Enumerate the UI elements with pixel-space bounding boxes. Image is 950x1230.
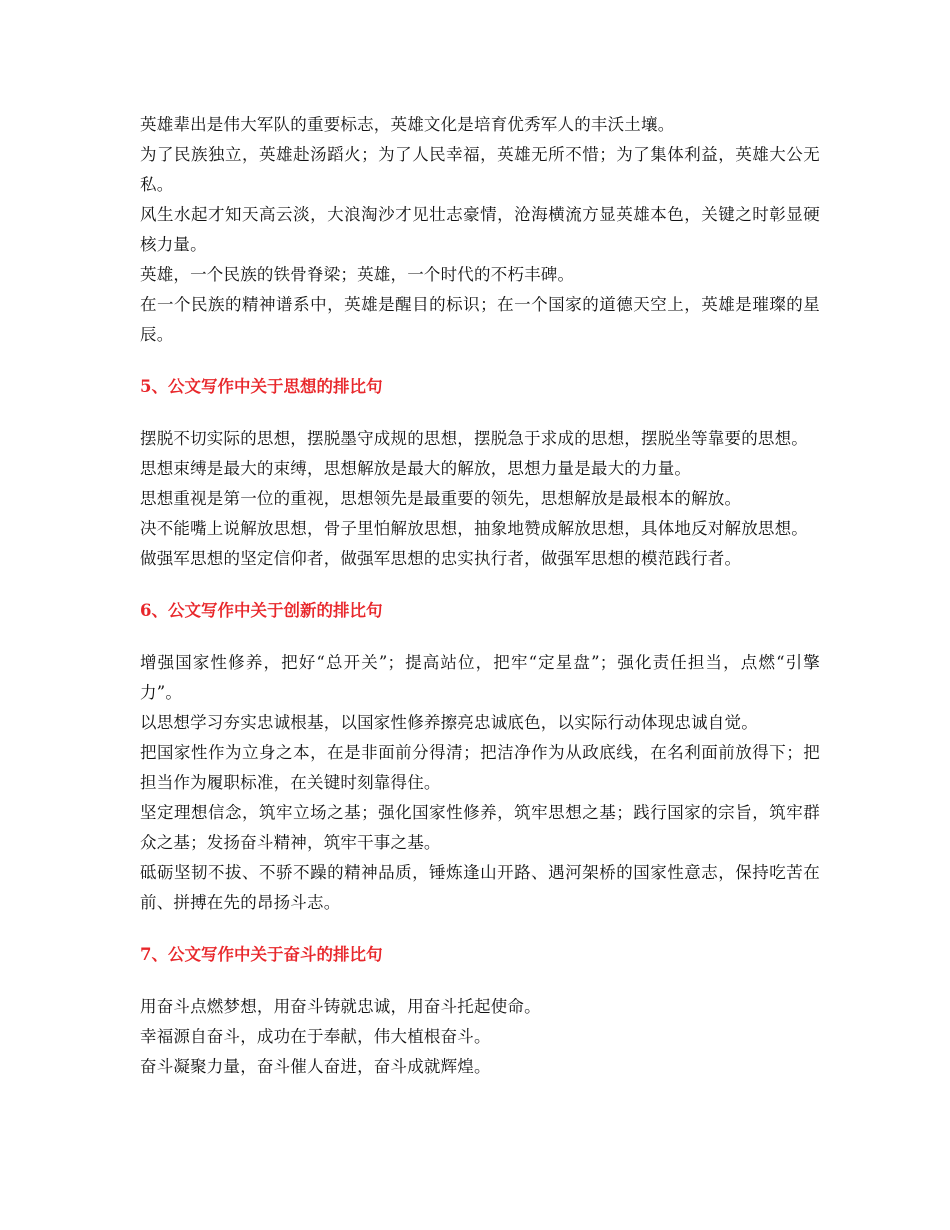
paragraph: 以思想学习夯实忠诚根基，以国家性修养擦亮忠诚底色，以实际行动体现忠诚自觉。	[140, 713, 758, 732]
section-heading: 7、公文写作中关于奋斗的排比句	[140, 945, 383, 964]
paragraph: 英雄，一个民族的铁骨脊梁；英雄，一个时代的不朽丰碑。	[140, 265, 575, 284]
paragraph: 奋斗凝聚力量，奋斗催人奋进，奋斗成就辉煌。	[140, 1057, 491, 1076]
section-innovation	[140, 596, 820, 918]
paragraph: 幸福源自奋斗，成功在于奉献，伟大植根奋斗。	[140, 1027, 491, 1046]
section-heading: 5、公文写作中关于思想的排比句	[140, 377, 383, 396]
paragraph: 在一个民族的精神谱系中，英雄是醒目的标识；在一个国家的道德天空上，英雄是璀璨的星辰。	[140, 295, 820, 344]
paragraph: 思想束缚是最大的束缚，思想解放是最大的解放，思想力量是最大的力量。	[140, 459, 692, 478]
paragraph: 英雄辈出是伟大军队的重要标志，英雄文化是培育优秀军人的丰沃土壤。	[140, 115, 675, 134]
paragraph: 坚定理想信念，筑牢立场之基；强化国家性修养，筑牢思想之基；践行国家的宗旨，筑牢群众之基；发扬奋斗精神，筑牢干事之基。	[140, 803, 820, 852]
document-page	[140, 110, 820, 1082]
paragraph: 摆脱不切实际的思想，摆脱墨守成规的思想，摆脱急于求成的思想，摆脱坐等靠要的思想。	[140, 429, 808, 448]
paragraph: 做强军思想的坚定信仰者，做强军思想的忠实执行者，做强军思想的模范践行者。	[140, 549, 742, 568]
paragraph: 风生水起才知天高云淡，大浪淘沙才见壮志豪情，沧海横流方显英雄本色，关键之时彰显硬核力量。	[140, 205, 820, 254]
paragraph: 用奋斗点燃梦想，用奋斗铸就忠诚，用奋斗托起使命。	[140, 997, 541, 1016]
paragraph: 为了民族独立，英雄赴汤蹈火；为了人民幸福，英雄无所不惜；为了集体利益，英雄大公无私。	[140, 145, 820, 194]
paragraph: 增强国家性修养，把好“总开关”；提高站位，把牢“定星盘”；强化责任担当，点燃“引擎力”。	[140, 653, 820, 702]
paragraph: 思想重视是第一位的重视，思想领先是最重要的领先，思想解放是最根本的解放。	[140, 489, 742, 508]
section-heroes	[140, 110, 820, 350]
section-thought	[140, 372, 820, 574]
section-heading: 6、公文写作中关于创新的排比句	[140, 601, 383, 620]
section-struggle	[140, 940, 820, 1082]
paragraph: 砥砺坚韧不拔、不骄不躁的精神品质，锤炼逢山开路、遇河架桥的国家性意志，保持吃苦在前、拼搏在先的昂扬斗志。	[140, 863, 820, 912]
paragraph: 把国家性作为立身之本，在是非面前分得清；把洁净作为从政底线，在名利面前放得下；把担当作为履职标准，在关键时刻靠得住。	[140, 743, 820, 792]
paragraph: 决不能嘴上说解放思想，骨子里怕解放思想，抽象地赞成解放思想，具体地反对解放思想。	[140, 519, 808, 538]
